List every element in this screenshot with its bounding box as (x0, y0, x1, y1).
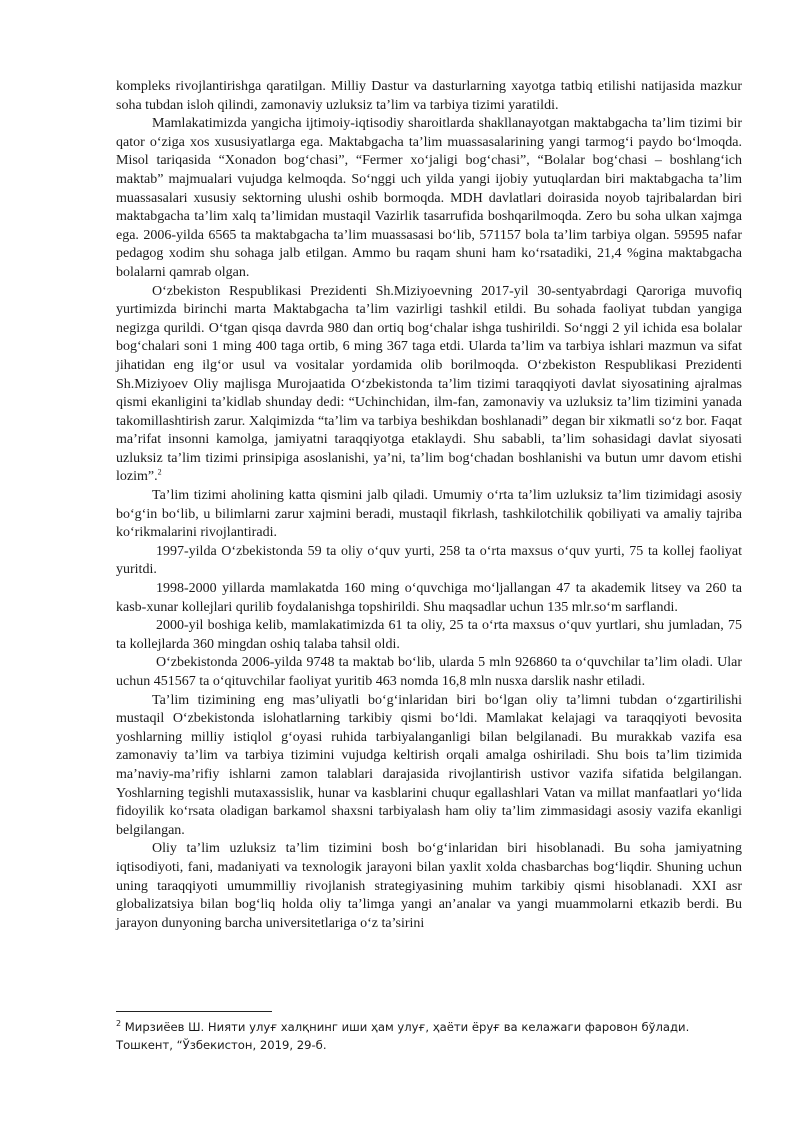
footnote-separator (116, 1011, 272, 1012)
paragraph-president-decree (116, 283, 742, 488)
paragraph-president-decree-text: O‘zbekiston Respublikasi Prezidenti Sh.Miziyoevning 2017-yil 30-sentyabrdagi Qaroriga muvofiq yurtimizda birinchi marta Maktabgacha ta’lim vazirligi tashkil etildi. Bu sohada faoliyat tubdan yangiga negizga qurildi. O‘tgan qisqa davrda 980 dan ortiq bog‘chalar ishga tushirildi. So‘nggi 2 yil ichida esa bolalar bog‘chalari soni 1 ming 400 taga ortib, 6 ming 367 taga etdi. Ularda ta’lim va tarbiya ishlari mazmun va sifat jihatidan eng ilg‘or usul va vositalar yordamida olib borilmoqda. O‘zbekiston Respublikasi Prezidenti Sh.Miziyoev Oliy majlisga Murojaatida O‘zbekistonda ta’lim tizimi taraqqiyoti davlat siyosatining ajralmas qismi ekanligini ta’kidlab shunday dedi: “Uchinchidan, ilm-fan, zamonaviy va uzluksiz ta’lim tizimini yanada takomillashtirish zarur. Xalqimizda “ta’lim va tarbiya beshikdan boshlanadi” degan bir xikmatli so‘z bor. Faqat ma’rifat insonni kamolga, jamiyatni taraqqiyotga etaklaydi. Shu sababli, ta’lim sohasidagi davlat siyosati uzluksiz ta’lim tizimi prinsipiga asoslanishi, ya’ni, ta’lim bog‘chadan boshlanishi va butun umr davom etishi lozim”. (116, 283, 742, 485)
paragraph-1997-stats: 1997-yilda O‘zbekistonda 59 ta oliy o‘quv yurti, 258 ta o‘rta maxsus o‘quv yurti, 75 ta kollej faoliyat yuritdi. (116, 543, 742, 578)
paragraph-intro-continuation: kompleks rivojlantirishga qaratilgan. Milliy Dastur va dasturlarning xayotga tatbiq etilishi natijasida mazkur soha tubdan isloh qilindi, zamonaviy uzluksiz ta’lim va tarbiya tizimi yaratildi. (116, 79, 742, 113)
document-body (116, 78, 742, 933)
paragraph-preschool-system: Mamlakatimizda yangicha ijtimoiy-iqtisodiy sharoitlarda shakllanayotgan maktabgacha ta’lim tizimi bir qator o‘ziga xos xususiyatlarga ega. Maktabgacha ta’lim muassasalarining yangi tarmog‘i paydo bo‘lmoqda. Misol tariqasida “Xonadon bog‘chasi”, “Fermer xo‘jaligi bog‘chasi”, “Bolalar bog‘chasi – boshlang‘ich maktab” majmualari vujudga kelmoqda. So‘nggi uch yilda yangi ijobiy yutuqlardan biri maktabgacha ta’lim muassasalari xususiy sektorning ulushi oshib bormoqda. MDH davlatlari doirasida noyob tajribalardan biri maktabgacha ta’lim xalq ta’limidan mustaqil Vazirlik tasarrufida boshqarilmoqda. Zero bu soha ulkan xajmga ega. 2006-yilda 6565 ta maktabgacha ta’lim muassasasi bo‘lib, 571157 bola ta’lim tarbiya olgan. 59595 nafar pedagog xodim shu sohaga jalb etilgan. Ammo bu raqam shuni ham ko‘rsatadiki, 21,4 %gina maktabgacha bolalarni qamrab olgan. (116, 116, 742, 280)
footnote-number: 2 (116, 1019, 122, 1029)
footnote-reference[interactable]: 2 (157, 467, 162, 477)
paragraph-higher-education: Ta’lim tizimining eng mas’uliyatli bo‘g‘inlaridan biri bo‘lgan oliy ta’limni tubdan o‘zgartirilishi mustaqil O‘zbekistonda islohatlarning tarkibiy qismi bo‘ldi. Mamlakat kelajagi va taraqqiyoti bevosita yoshlarning milliy istiqlol g‘oyasi ruhida tarbiyalanganligi bilan belgilanadi. Bu murakkab vazifa esa zamonaviy ta’lim va tarbiya tizimini vujudga keltirish orqali amalga oshiriladi. Shu bois ta’lim tizimida ma’naviy-ma’rifiy ishlarni zamon talablari darajasida rivojlantirish ustivor vazifa sifatida belgilangan. Yoshlarning tegishli mutaxassislik, hunar va kasblarini chuqur egallashlari Vatan va millat manfaatlari yo‘lida fidoyilik ko‘rsata oladigan barkamol shaxsni tarbiyalash ham oliy ta’lim zimmasidagi asosiy vazifa ekanligi belgilangan. (116, 692, 742, 838)
footnote (116, 1018, 742, 1054)
paragraph-education-system: Ta’lim tizimi aholining katta qismini jalb qiladi. Umumiy o‘rta ta’lim uzluksiz ta’lim tizimidagi asosiy bo‘g‘in bo‘lib, u bilimlarni zarur xajmini beradi, mustaqil fikrlash, tashkilotchilik qobiliyati va amaliy tajriba ko‘rikmalarini rivojlantiradi. (116, 488, 742, 541)
footnote-text: Мирзиёев Ш. Нияти улуғ халқнинг иши ҳам улуғ, ҳаёти ёруғ ва келажаги фаровон бўлади. Тошкент, “Ўзбекистон, 2019, 29-б. (116, 1020, 690, 1052)
paragraph-2000-stats: 2000-yil boshiga kelib, mamlakatimizda 61 ta oliy, 25 ta o‘rta maxsus o‘quv yurtlari, shu jumladan, 75 ta kollejlarda 360 mingdan oshiq talaba tahsil oldi. (116, 618, 742, 652)
paragraph-higher-education-globalization: Oliy ta’lim uzluksiz ta’lim tizimini bosh bo‘g‘inlaridan biri hisoblanadi. Bu soha jamiyatning iqtisodiyoti, fani, madaniyati va texnologik jarayoni bilan yaxlit xolda chasbarchas bog‘liqdir. Shuning uchun uning taraqqiyoti umummilliy rivojlanish strategiyasining muhim tarkibiy qismi hisoblanadi. XXI asr globalizatsiya bilan bog‘liq holda oliy ta’limga yangi an’analar va yangi muammolarni etkazib berdi. Bu jarayon dunyoning barcha universitetlariga o‘z ta’sirini (116, 841, 742, 931)
paragraph-2006-stats: O‘zbekistonda 2006-yilda 9748 ta maktab bo‘lib, ularda 5 mln 926860 ta o‘quvchilar ta’lim oladi. Ular uchun 451567 ta o‘qituvchilar faoliyat yuritib 463 nomda 16,8 mln nusxa darslik nashr etiladi. (116, 655, 742, 689)
paragraph-1998-2000-stats: 1998-2000 yillarda mamlakatda 160 ming o‘quvchiga mo‘ljallangan 47 ta akademik litsey va 260 ta kasb-xunar kollejlari qurilib foydalanishga topshirildi. Shu maqsadlar uchun 135 mlr.so‘m sarflandi. (116, 581, 742, 615)
